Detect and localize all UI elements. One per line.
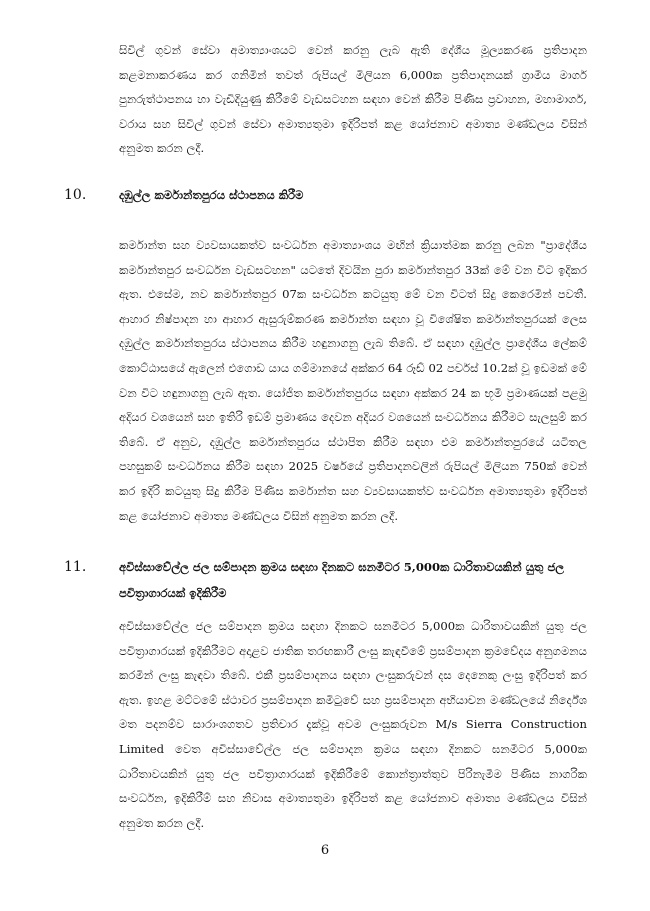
section-10-body: කර්මාන්ත සහ ව්‍යවසායකත්ව සංවර්ධන අමාත්‍යාංශය මඟින් ක්‍රියාත්මක කරනු ලබන "ප්‍රාදේශීය කර්මාන්තපුර සංවර්ධන වැඩසටහන" යටතේ දිවයින පුරා කර්මාන්තපුර 33ක් මේ වන විට ඉදිකර ඇත. එසේම, නව කර්මාන්තපුර 07ක සංවර්ධන කටයුතු මේ වන විටත් සිදු කෙරෙමින් පවතී. ආහාර නිෂ්පාදන හා ආහාර ඇසුරුම්කරණ කර්මාන්ත සඳහා වූ විශේෂිත කර්මාන්තපුරයක් ලෙස දඹුල්ල කර්මාන්තපුරය ස්ථාපනය කිරීම හඳුනාගනු ලැබ තිබේ. ඒ සඳහා දඹුල්ල ප්‍රාදේශීය ලේකම් කොට්ඨාසයේ ඇලෙන් එගොඩ යාය ගම්මානයේ අක්කර 64 රූඩ් 02 පර්චස් 10.2ක් වූ ඉඩමක් මේ වන විට හඳුනාගනු ලැබ ඇත. යෝජිත කර්මාන්තපුරය සඳහා අක්කර 24 ක භූමි ප්‍රමාණයක් පළමු අදියර වශයෙන් සහ ඉතිරි ඉඩම් ප්‍රමාණය දෙවන අදියර වශයෙන් සංවර්ධනය කිරීමට සැලසුම් කර තිබේ. ඒ අනුව, දඹුල්ල කර්මාන්තපුරය ස්ථාපිත කිරීම සඳහා එම කර්මාන්තපුරයේ යටිතල පහසුකම් සංවර්ධනය කිරීම සඳහා 2025 වර්ෂයේ ප්‍රතිපාදනවලින් රුපියල් මිලියන 750ක් වෙන් කර ඉදිරි කටයුතු සිදු කිරීම පිණිස කර්මාන්ත සහ ව්‍යවසායකත්ව සංවර්ධන අමාත්‍යතුමා ඉදිරිපත් කළ යෝජනාව අමාත්‍ය මණ්ඩලය විසින් අනුමත කරන ලදී. — [119, 238, 587, 523]
section-10-number: 10. — [64, 187, 87, 203]
section-11-title: අවිස්සාවේල්ල ජල සම්පාදන ක්‍රමය සඳහා දිනකට ඝනමීටර 5,000ක ධාරිතාවයකින් යුතු ජල පවිත්‍රාගාරයක් ඉදිකිරීම — [119, 560, 565, 600]
section-11-body: අවිස්සාවේල්ල ජල සම්පාදන ක්‍රමය සඳහා දිනකට ඝනමීටර 5,000ක ධාරිතාවයකින් යුතු ජල පවිත්‍රාගාරයක් ඉදිකිරීමට අදාළව ජාතික තරඟකාරී ලංසු කැඳවීමේ ප්‍රසම්පාදන ක්‍රමවේදය අනුගමනය කරමින් ලංසු කැඳවා තිබේ. එකී ප්‍රසම්පාදනය සඳහා ලංසුකරුවන් දස දෙනෙකු ලංසු ඉදිරිපත් කර ඇත. ඉහළ මට්ටමේ ස්ථාවර ප්‍රසම්පාදන කමිටුවේ සහ ප්‍රසම්පාදන අභියාචන මණ්ඩලයේ නිර්දේශ මත පදනම්ව සාරාංශගතව ප්‍රතිචාර දැක්වූ අවම ලංසුකරුවන M/s Sierra Construction Limited වෙත අවිස්සාවේල්ල ජල සම්පාදන ක්‍රමය සඳහා දිනකට ඝනමීටර 5,000ක ධාරිතාවයකින් යුතු ජල පවිත්‍රාගාරයක් ඉදිකිරීමේ කොන්ත්‍රාත්තුව පිරිනැමීම පිණිස නාගරික සංවර්ධන, ඉදිකිරීම් සහ නිවාස අමාත්‍යතුමා ඉදිරිපත් කළ යෝජනාව අමාත්‍ය මණ්ඩලය විසින් අනුමත කරන ලදී. — [119, 619, 587, 830]
intro-paragraph: සිවිල් ගුවන් සේවා අමාත්‍යාංශයට වෙන් කරනු ලැබ ඇති දේශීය මූල්‍යකරණ ප්‍රතිපාදන කළමනාකරණය කර ගනිමින් තවත් රුපියල් මිලියන 6,000ක ප්‍රතිපාදනයක් ග්‍රාමීය මාර්ග පුනරුත්ථාපනය හා වැඩිදියුණු කිරීමේ වැඩසටහන සඳහා වෙන් කිරීම පිණිස ප්‍රවාහන, මහාමාර්ග, වරාය සහ සිවිල් ගුවන් සේවා අමාත්‍යතුමා ඉදිරිපත් කළ යෝජනාව අමාත්‍ය මණ්ඩලය විසින් අනුමත කරන ලදී. — [119, 43, 587, 156]
section-11-number: 11. — [64, 559, 87, 575]
page-number: 6 — [320, 843, 330, 858]
section-10-title: දඹුල්ල කර්මාන්තපුරය ස්ථාපනය කිරීම — [119, 188, 304, 202]
